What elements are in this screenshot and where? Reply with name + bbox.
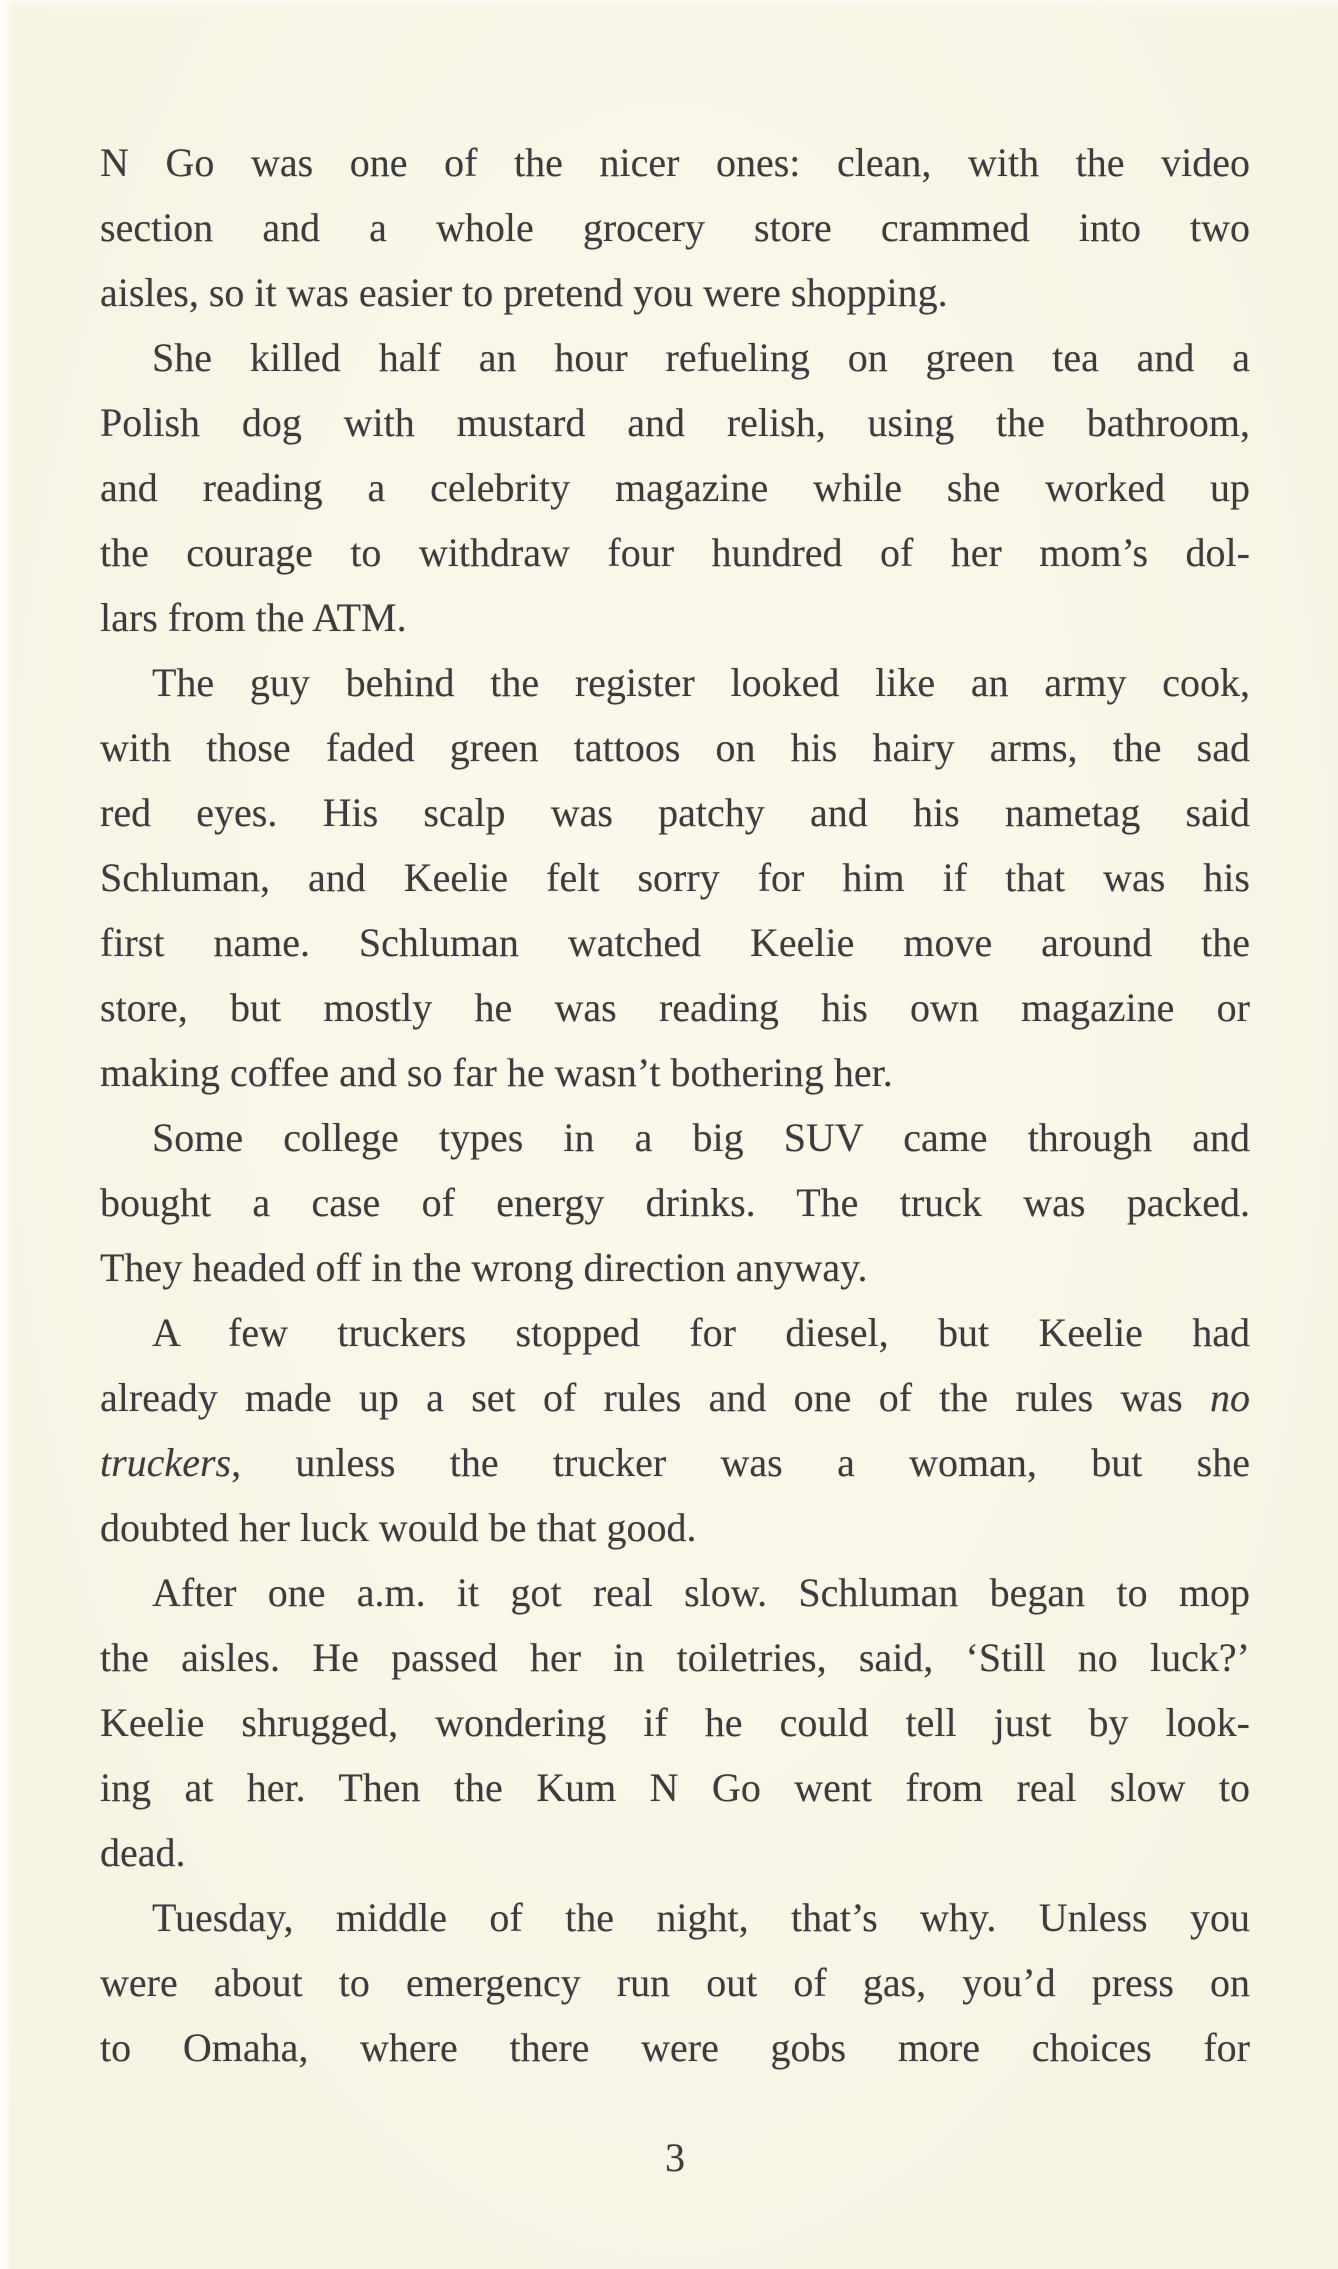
- text-line: [100, 1690, 1250, 1755]
- text-line: [100, 1625, 1250, 1690]
- text-segment: Some college types in a big SUV came through and: [152, 1115, 1250, 1160]
- text-line: [100, 975, 1250, 1040]
- text-segment: Keelie shrugged, wondering if he could tell just by look-: [100, 1700, 1250, 1745]
- text-line: [100, 1300, 1250, 1365]
- text-segment: store, but mostly he was reading his own magazine or: [100, 985, 1250, 1030]
- text-segment: aisles, so it was easier to pretend you were shopping.: [100, 270, 948, 315]
- text-line: [100, 1105, 1250, 1170]
- text-line: [100, 715, 1250, 780]
- text-line: [100, 780, 1250, 845]
- text-line: [100, 845, 1250, 910]
- text-line: [100, 1170, 1250, 1235]
- text-line: [100, 1885, 1250, 1950]
- text-line: [100, 1235, 1250, 1300]
- text-segment: first name. Schluman watched Keelie move around the: [100, 920, 1250, 965]
- text-segment: to Omaha, where there were gobs more choices for: [100, 2025, 1250, 2070]
- text-block: [100, 130, 1250, 2080]
- text-line: [100, 130, 1250, 195]
- text-segment: the aisles. He passed her in toiletries, said, ‘Still no luck?’: [100, 1635, 1250, 1680]
- text-segment: already made up a set of rules and one of the rules was: [100, 1375, 1210, 1420]
- text-segment: making coffee and so far he wasn’t bothering her.: [100, 1050, 893, 1095]
- text-segment: After one a.m. it got real slow. Schluman began to mop: [152, 1570, 1250, 1615]
- text-line: [100, 195, 1250, 260]
- text-line: [100, 2015, 1250, 2080]
- text-segment: ing at her. Then the Kum N Go went from real slow to: [100, 1765, 1250, 1810]
- text-segment: They headed off in the wrong direction anyway.: [100, 1245, 868, 1290]
- text-segment: A few truckers stopped for diesel, but Keelie had: [152, 1310, 1250, 1355]
- text-line: [100, 910, 1250, 975]
- italic-text-segment: no: [1210, 1375, 1250, 1420]
- text-segment: were about to emergency run out of gas, you’d press on: [100, 1960, 1250, 2005]
- text-segment: dead.: [100, 1830, 186, 1875]
- text-line: [100, 1040, 1250, 1105]
- text-segment: Schluman, and Keelie felt sorry for him if that was his: [100, 855, 1250, 900]
- text-segment: with those faded green tattoos on his hairy arms, the sad: [100, 725, 1250, 770]
- text-line: [100, 1755, 1250, 1820]
- text-segment: lars from the ATM.: [100, 595, 407, 640]
- text-line: [100, 1430, 1250, 1495]
- text-segment: Tuesday, middle of the night, that’s why. Unless you: [152, 1895, 1250, 1940]
- text-line: [100, 390, 1250, 455]
- text-segment: N Go was one of the nicer ones: clean, with the video: [100, 140, 1250, 185]
- text-line: [100, 1560, 1250, 1625]
- text-segment: She killed half an hour refueling on green tea and a: [152, 335, 1250, 380]
- text-line: [100, 1950, 1250, 2015]
- text-line: [100, 325, 1250, 390]
- text-line: [100, 650, 1250, 715]
- text-segment: , unless the trucker was a woman, but she: [231, 1440, 1250, 1485]
- text-line: [100, 585, 1250, 650]
- text-segment: Polish dog with mustard and relish, using the bathroom,: [100, 400, 1250, 445]
- text-segment: doubted her luck would be that good.: [100, 1505, 697, 1550]
- text-line: [100, 1820, 1250, 1885]
- text-segment: bought a case of energy drinks. The truck was packed.: [100, 1180, 1250, 1225]
- text-line: [100, 260, 1250, 325]
- text-line: [100, 520, 1250, 585]
- text-line: [100, 455, 1250, 520]
- text-segment: section and a whole grocery store crammed into two: [100, 205, 1250, 250]
- text-segment: The guy behind the register looked like an army cook,: [152, 660, 1250, 705]
- text-segment: the courage to withdraw four hundred of her mom’s dol-: [100, 530, 1250, 575]
- text-line: [100, 1365, 1250, 1430]
- text-segment: red eyes. His scalp was patchy and his nametag said: [100, 790, 1250, 835]
- italic-text-segment: truckers: [100, 1440, 232, 1485]
- text-segment: and reading a celebrity magazine while she worked up: [100, 465, 1250, 510]
- text-line: [100, 1495, 1250, 1560]
- page-number: 3: [665, 2135, 685, 2180]
